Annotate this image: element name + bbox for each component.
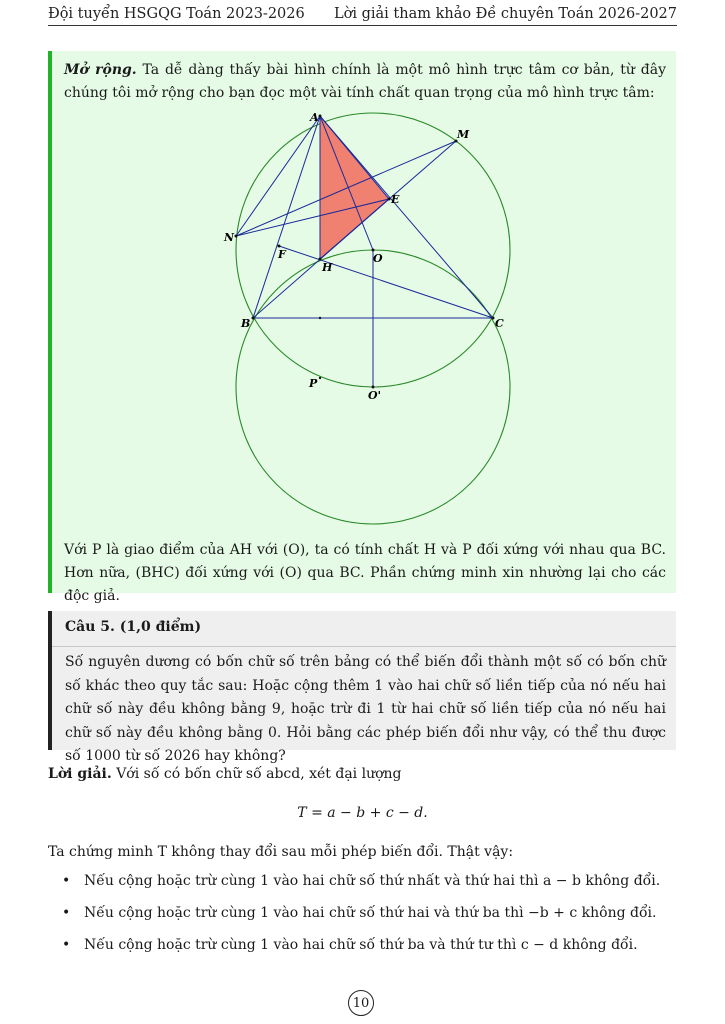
triangle-AHE <box>320 116 389 259</box>
orthocenter-figure <box>52 51 680 593</box>
solution-lead: Lời giải. <box>48 766 112 782</box>
extension-intro-text: Ta dễ dàng thấy bài hình chính là một mô hình trực tâm cơ bản, từ đây chúng tôi mở rộng cho bạn đọc một vài tính chất quan trọng của mô hình trực tâm: <box>64 62 667 101</box>
solution-intro <box>48 766 676 782</box>
label-M: M <box>457 128 470 141</box>
label-O: O <box>373 252 383 265</box>
page-header <box>48 6 677 26</box>
list-item: • Nếu cộng hoặc trừ cùng 1 vào hai chữ số thứ nhất và thứ hai thì a − b không đổi. <box>62 873 661 889</box>
point-B <box>252 317 255 320</box>
bullet-text: Nếu cộng hoặc trừ cùng 1 vào hai chữ số thứ nhất và thứ hai thì a − b không đổi. <box>84 873 661 889</box>
label-A: A <box>310 111 319 124</box>
point-mid-BC <box>319 317 321 319</box>
label-P: P <box>309 377 318 390</box>
list-item: • Nếu cộng hoặc trừ cùng 1 vào hai chữ số thứ ba và thứ tư thì c − d không đổi. <box>62 937 638 953</box>
page-number: 10 <box>348 990 374 1016</box>
solution-text: Với số có bốn chữ số abcd, xét đại lượng <box>111 766 402 782</box>
point-A <box>319 115 322 118</box>
point-N <box>235 235 238 238</box>
formula-T: T = a − b + c − d. <box>297 805 428 821</box>
problem-text: Số nguyên dương có bốn chữ số trên bảng có thể biến đổi thành một số có bốn chữ số khác theo quy tắc sau: Hoặc cộng thêm 1 vào hai chữ số liền tiếp của nó nếu hai chữ số này đều không bằng 9, hoặc trừ đi 1 từ hai chữ số liền tiếp của nó nếu hai chữ số này đều không bằng 0. Hỏi bằng các phép biến đổi như vậy, có thể thu được số 1000 từ số 2026 hay không? <box>65 654 666 764</box>
label-N: N <box>224 231 235 244</box>
label-C: C <box>495 317 504 330</box>
bullet-text: Nếu cộng hoặc trừ cùng 1 vào hai chữ số thứ ba và thứ tư thì c − d không đổi. <box>84 937 638 953</box>
list-item: • Nếu cộng hoặc trừ cùng 1 vào hai chữ số thứ hai và thứ ba thì −b + c không đổi. <box>62 905 657 921</box>
problem-box <box>48 611 676 764</box>
label-H: H <box>322 261 333 274</box>
problem-divider <box>52 646 676 647</box>
point-P <box>319 377 321 379</box>
extension-lead: Mở rộng. <box>64 62 137 78</box>
extension-box <box>48 51 676 604</box>
label-F: F <box>278 248 286 261</box>
header-right: Lời giải tham khảo Đề chuyên Toán 2026-2027 <box>333 6 677 22</box>
extension-conclusion: Với P là giao điểm của AH với (O), ta có tính chất H và P đối xứng với nhau qua BC. Hơn nữa, (BHC) đối xứng với (O) qua BC. Phần chứng minh xin nhường lại cho các độc giả. <box>64 542 666 604</box>
solution-claim: Ta chứng minh T không thay đổi sau mỗi phép biến đổi. Thật vậy: <box>48 844 514 860</box>
bullet-text: Nếu cộng hoặc trừ cùng 1 vào hai chữ số thứ hai và thứ ba thì −b + c không đổi. <box>84 905 657 921</box>
label-O-prime: O' <box>368 389 381 402</box>
label-E: E <box>391 193 400 206</box>
problem-title: Câu 5. (1,0 điểm) <box>65 619 202 635</box>
label-B: B <box>241 317 251 330</box>
header-left: Đội tuyển HSGQG Toán 2023-2026 <box>48 6 305 22</box>
solution-bullets <box>62 873 660 969</box>
segment-AB <box>253 116 320 318</box>
